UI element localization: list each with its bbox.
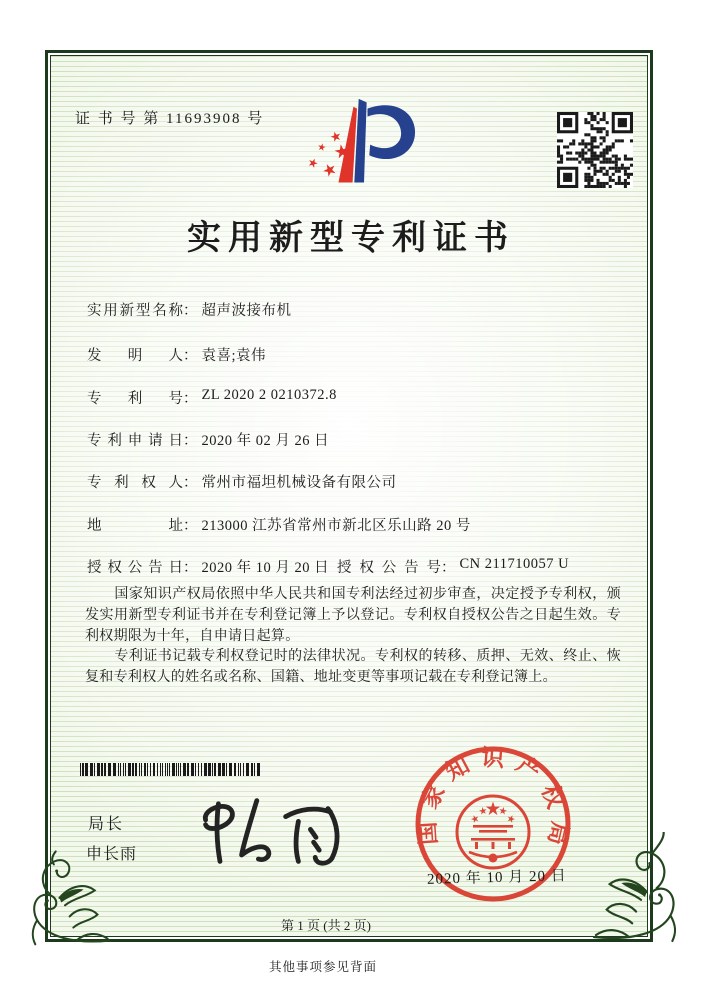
field-row-address — [87, 514, 471, 535]
field-value: ZL 2020 2 0210372.8 — [201, 387, 337, 403]
field-value: 2020 年 02 月 26 日 — [201, 433, 330, 449]
field-colon: ： — [183, 518, 198, 534]
cnipa-logo-icon — [298, 98, 430, 186]
field-row-filing-date — [87, 429, 329, 450]
officer-role-label: 局长 — [88, 816, 125, 833]
field-colon: ： — [183, 391, 198, 407]
field-label: 实用新型名称 — [87, 303, 183, 319]
field-row-patent-number — [87, 387, 337, 408]
corner-flourish-bottom-right-icon — [592, 832, 690, 948]
field-label: 专利号 — [87, 391, 183, 407]
qr-code — [557, 112, 633, 188]
field-value: 2020 年 10 月 20 日 — [201, 560, 330, 576]
officer-name: 申长雨 — [86, 846, 138, 863]
barcode — [80, 763, 264, 776]
field-row-patentee — [87, 471, 397, 492]
field-label: 授权公告日 — [87, 560, 183, 576]
national-emblem-icon — [457, 796, 529, 868]
field-value: CN 211710057 U — [459, 556, 570, 572]
legal-paragraph-1: 国家知识产权局依照中华人民共和国专利法经过初步审查，决定授予专利权，颁发实用新型专利证书并在专利登记簿上予以登记。专利权自授权公告之日起生效。专利权期限为十年，自申请日起算。 — [85, 587, 621, 644]
field-label: 专利权人 — [87, 475, 183, 491]
field-value: 超声波接布机 — [201, 303, 292, 319]
field-value: 常州市福坦机械设备有限公司 — [201, 475, 397, 491]
field-pair-grant-number — [337, 556, 569, 577]
legal-paragraph-2: 专利证书记载专利权登记时的法律状况。专利权的转移、质押、无效、终止、恢复和专利权人的姓名或名称、国籍、地址变更等事项记载在专利登记簿上。 — [85, 649, 621, 686]
certificate-number: 证 书 号 第 11693908 号 — [75, 111, 265, 127]
field-row-grant — [87, 556, 570, 577]
field-colon: ： — [183, 433, 198, 449]
field-colon: ： — [183, 348, 198, 364]
field-row-name — [87, 299, 292, 320]
field-colon: ： — [183, 560, 198, 576]
back-side-note: 其他事项参见背面 — [268, 960, 377, 974]
field-value: 袁喜;袁伟 — [201, 348, 267, 364]
field-value: 213000 江苏省常州市新北区乐山路 20 号 — [201, 518, 471, 534]
field-colon: ： — [183, 475, 198, 491]
corner-flourish-bottom-left-icon — [18, 844, 112, 948]
director-signature — [196, 788, 364, 874]
field-label: 授权公告号 — [337, 560, 441, 576]
field-colon: ： — [183, 303, 198, 319]
field-label: 地址 — [87, 518, 183, 534]
field-label: 发明人 — [87, 348, 183, 364]
certificate-title: 实用新型专利证书 — [187, 220, 515, 257]
seal-date: 2020 年 10 月 20 日 — [426, 868, 567, 888]
field-label: 专利申请日 — [87, 433, 183, 449]
legal-text — [85, 585, 621, 689]
field-row-inventor — [87, 344, 266, 365]
seal-ring-text: 国家知识产权局 — [414, 744, 573, 858]
field-colon: ： — [441, 560, 456, 576]
page-number: 第 1 页 (共 2 页) — [281, 918, 371, 933]
